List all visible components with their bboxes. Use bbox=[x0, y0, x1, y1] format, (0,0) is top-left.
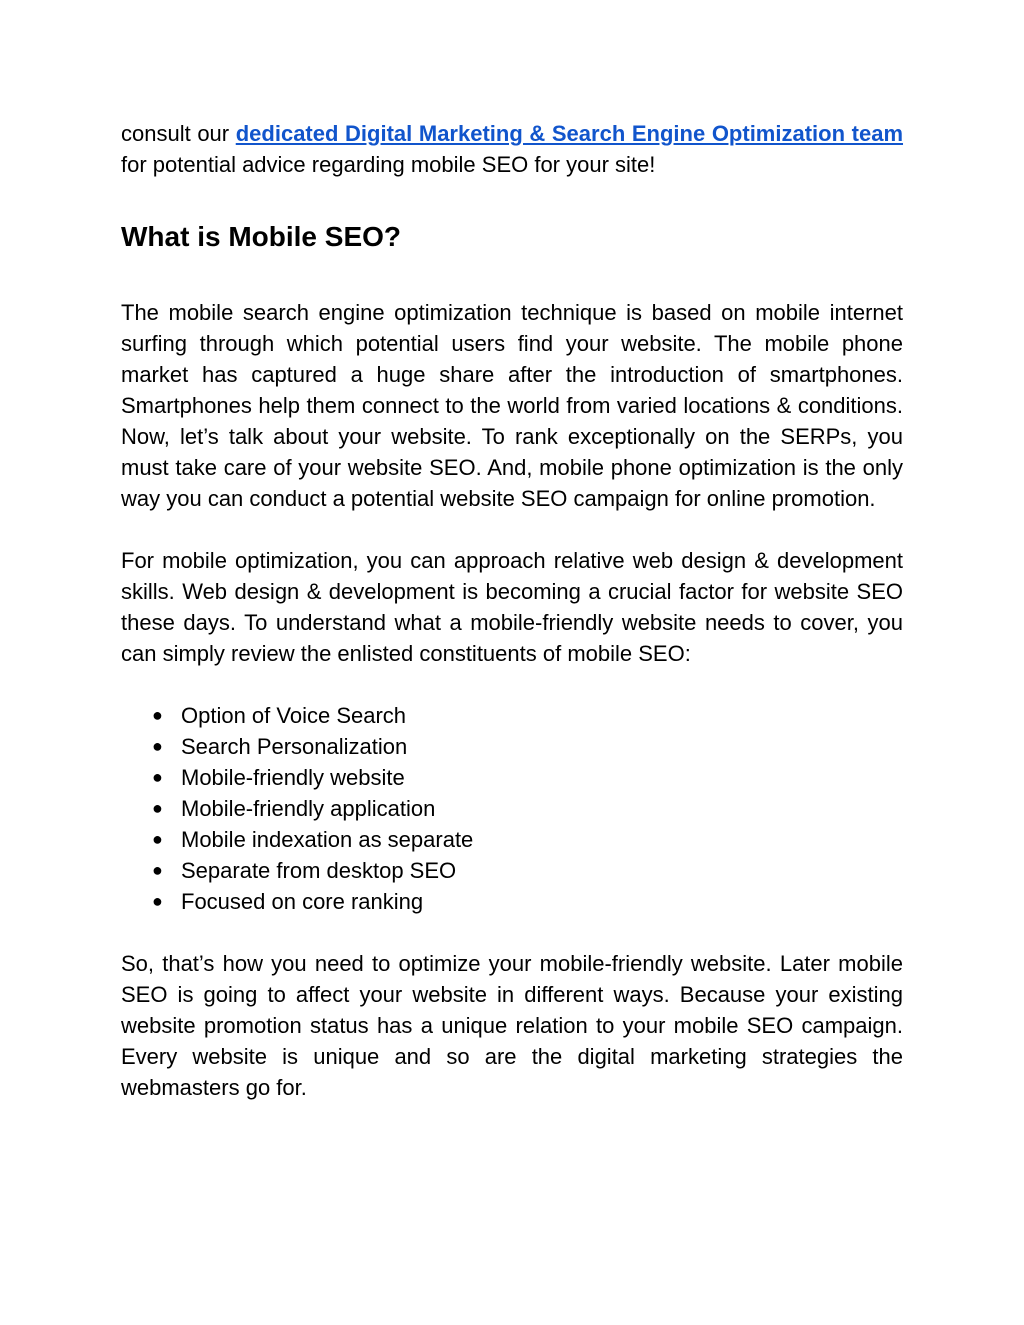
list-item-text: Focused on core ranking bbox=[181, 889, 424, 914]
seo-team-link[interactable]: dedicated Digital Marketing & Search Engine Optimization team bbox=[235, 121, 904, 146]
bullet-icon: ● bbox=[152, 860, 163, 880]
body-paragraph-3: So, that’s how you need to optimize your mobile-friendly website. Later mobile SEO is going to affect your website in different ways. Because your existing website promotion status has a unique relation to your mobile SEO campaign. Every website is unique and so are the digital marketing strategies the webmasters go for. bbox=[121, 951, 903, 1100]
constituents-list bbox=[121, 700, 903, 917]
list-item-text: Mobile-friendly website bbox=[181, 765, 405, 790]
list-item-text: Mobile-friendly application bbox=[181, 796, 436, 821]
list-item bbox=[121, 731, 903, 762]
bullet-icon: ● bbox=[152, 829, 163, 849]
list-item-text: Search Personalization bbox=[181, 734, 408, 759]
list-item bbox=[121, 700, 903, 731]
bullet-icon: ● bbox=[152, 798, 163, 818]
list-item bbox=[121, 762, 903, 793]
list-item bbox=[121, 886, 903, 917]
bullet-icon: ● bbox=[152, 767, 163, 787]
list-item bbox=[121, 793, 903, 824]
list-item bbox=[121, 824, 903, 855]
list-item-text: Separate from desktop SEO bbox=[181, 858, 457, 883]
list-item-text: Mobile indexation as separate bbox=[181, 827, 474, 852]
section-heading: What is Mobile SEO? bbox=[121, 221, 402, 252]
intro-text-before: consult our bbox=[121, 121, 236, 146]
list-item bbox=[121, 855, 903, 886]
body-paragraph-1: The mobile search engine optimization technique is based on mobile internet surfing through which potential users find your website. The mobile phone market has captured a huge share after the introduction of smartphones. Smartphones help them connect to the world from varied locations & conditions. Now, let’s talk about your website. To rank exceptionally on the SERPs, you must take care of your website SEO. And, mobile phone optimization is the only way you can conduct a potential website SEO campaign for online promotion. bbox=[121, 300, 903, 511]
intro-text-after: for potential advice regarding mobile SEO for your site! bbox=[121, 152, 656, 177]
bullet-icon: ● bbox=[152, 705, 163, 725]
document-page bbox=[121, 118, 903, 1103]
list-item-text: Option of Voice Search bbox=[181, 703, 407, 728]
bullet-icon: ● bbox=[152, 736, 163, 756]
bullet-icon: ● bbox=[152, 891, 163, 911]
intro-paragraph bbox=[121, 118, 903, 180]
body-paragraph-2: For mobile optimization, you can approach relative web design & development skills. Web design & development is becoming a crucial factor for website SEO these days. To understand what a mobile-friendly website needs to cover, you can simply review the enlisted constituents of mobile SEO: bbox=[121, 548, 903, 666]
